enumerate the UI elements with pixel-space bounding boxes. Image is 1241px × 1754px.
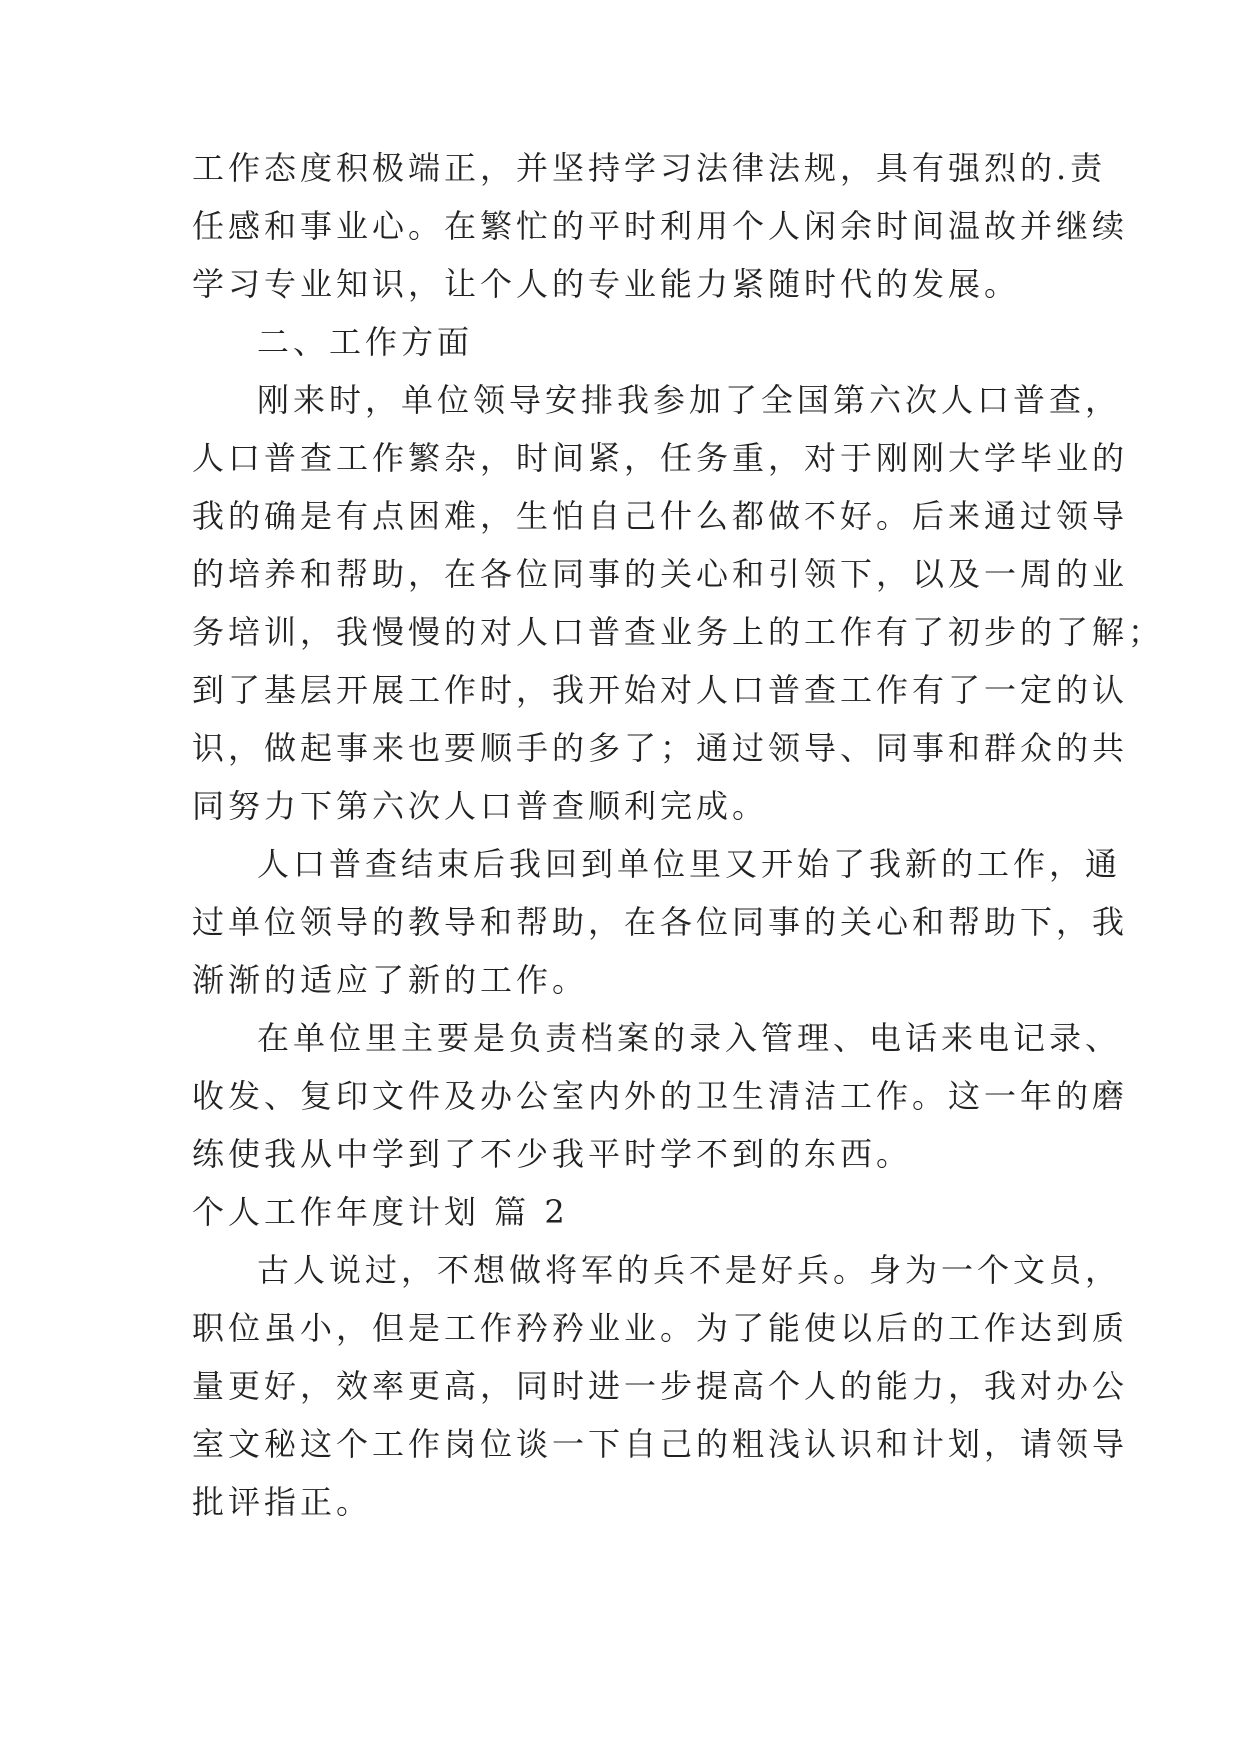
article-title: 个人工作年度计划 篇 2: [192, 1193, 569, 1231]
paragraph-line: 工作态度积极端正，并坚持学习法律法规，具有强烈的.责: [192, 149, 1107, 187]
paragraph-line: 在单位里主要是负责档案的录入管理、电话来电记录、: [257, 1019, 1122, 1057]
paragraph-line: 练使我从中学到了不少我平时学不到的东西。: [192, 1135, 913, 1173]
paragraph-line: 量更好，效率更高，同时进一步提高个人的能力，我对办公: [192, 1367, 1129, 1405]
paragraph-line: 同努力下第六次人口普查顺利完成。: [192, 787, 769, 825]
paragraph-line: 室文秘这个工作岗位谈一下自己的粗浅认识和计划，请领导: [192, 1425, 1129, 1463]
paragraph-line: 务培训，我慢慢的对人口普查业务上的工作有了初步的了解；: [192, 613, 1165, 651]
paragraph-line: 人口普查工作繁杂，时间紧，任务重，对于刚刚大学毕业的: [192, 439, 1129, 477]
paragraph-line: 过单位领导的教导和帮助，在各位同事的关心和帮助下，我: [192, 903, 1129, 941]
paragraph-line: 职位虽小，但是工作矜矜业业。为了能使以后的工作达到质: [192, 1309, 1129, 1347]
paragraph-line: 刚来时，单位领导安排我参加了全国第六次人口普查，: [257, 381, 1122, 419]
paragraph-line: 到了基层开展工作时，我开始对人口普查工作有了一定的认: [192, 671, 1129, 709]
section-heading: 二、工作方面: [257, 323, 474, 361]
paragraph-line: 任感和事业心。在繁忙的平时利用个人闲余时间温故并继续: [192, 207, 1129, 245]
paragraph-line: 我的确是有点困难，生怕自己什么都做不好。后来通过领导: [192, 497, 1129, 535]
paragraph-line: 收发、复印文件及办公室内外的卫生清洁工作。这一年的磨: [192, 1077, 1129, 1115]
paragraph-line: 渐渐的适应了新的工作。: [192, 961, 589, 999]
paragraph-line: 识，做起事来也要顺手的多了；通过领导、同事和群众的共: [192, 729, 1129, 767]
paragraph-line: 学习专业知识，让个人的专业能力紧随时代的发展。: [192, 265, 1021, 303]
paragraph-line: 的培养和帮助，在各位同事的关心和引领下，以及一周的业: [192, 555, 1129, 593]
paragraph-line: 古人说过，不想做将军的兵不是好兵。身为一个文员，: [257, 1251, 1122, 1289]
paragraph-line: 批评指正。: [192, 1483, 373, 1521]
paragraph-line: 人口普查结束后我回到单位里又开始了我新的工作，通: [257, 845, 1122, 883]
